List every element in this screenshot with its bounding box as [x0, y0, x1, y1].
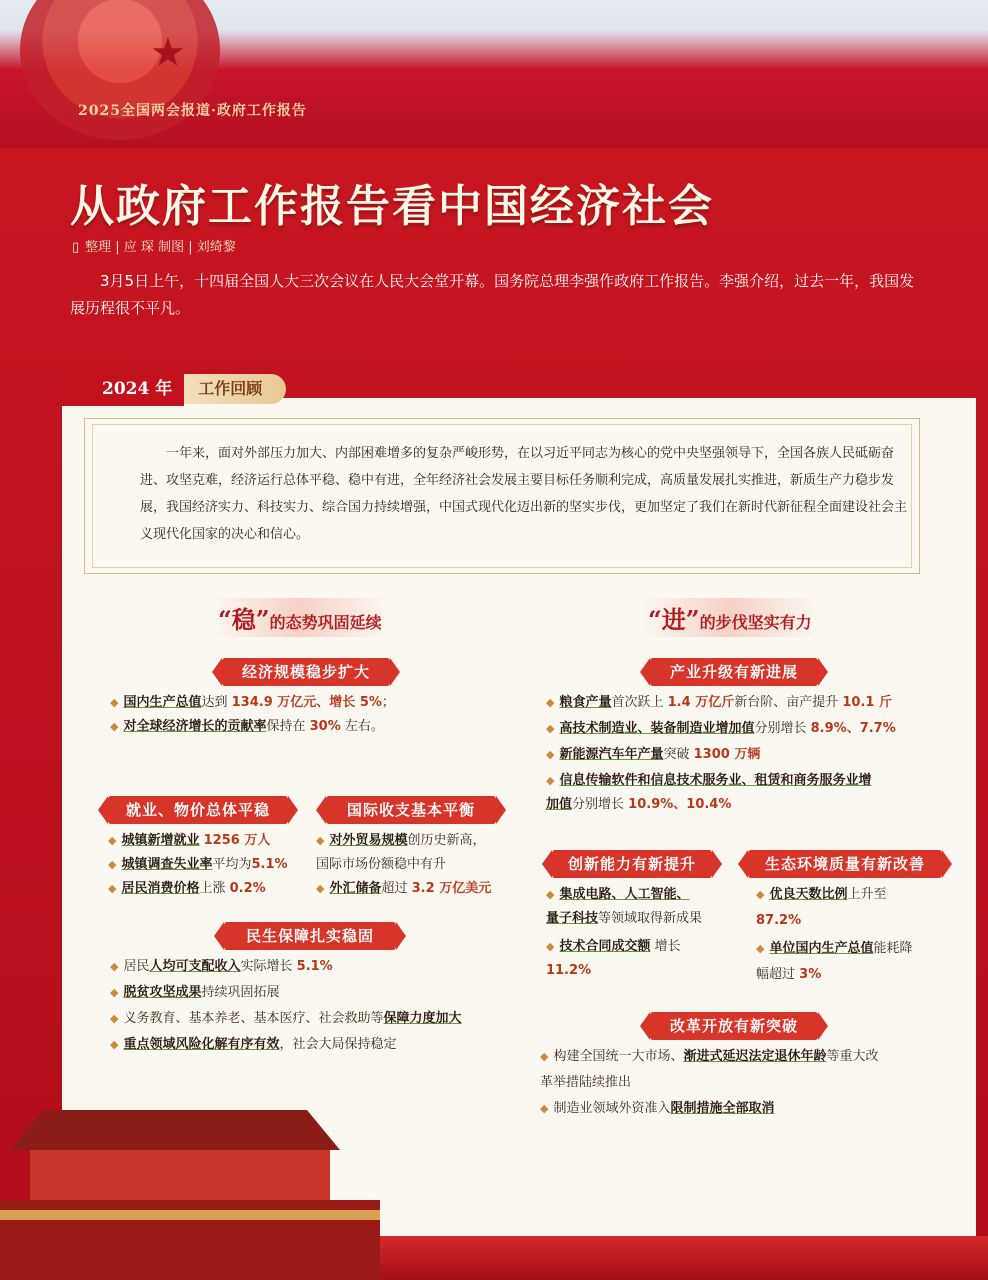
jobs-title: 就业、物价总体平稳 [108, 796, 288, 824]
stable-heading [210, 598, 390, 637]
reform-title: 改革开放有新突破 [650, 1012, 818, 1040]
list-item: ◆ 重点领域风险化解有序有效，社会大局保持稳定 [110, 1037, 397, 1052]
stable-quote: “稳” [218, 605, 270, 634]
section-year: 2024 年 [62, 372, 184, 406]
diamond-icon: ◆ [540, 1050, 549, 1063]
innovation-title: 创新能力有新提升 [552, 850, 712, 878]
diamond-icon: ◆ [316, 834, 325, 847]
list-item: 11.2% [546, 963, 592, 978]
list-item: 量子科技等领域取得新成果 [546, 911, 703, 926]
diamond-icon: ◆ [546, 722, 555, 735]
series-tag: 2025全国两会报道·政府工作报告 [78, 103, 307, 119]
list-item: ◆ 集成电路、人工智能、 [546, 887, 690, 902]
list-item: 加值分别增长 10.9%、10.4% [546, 797, 732, 812]
list-item: ◆ 城镇调查失业率平均为5.1% [108, 857, 288, 872]
diamond-icon: ◆ [108, 858, 117, 871]
list-item: ◆ 国内生产总值达到 134.9 万亿元、增长 5%； [110, 695, 395, 710]
diamond-icon: ◆ [108, 834, 117, 847]
list-item: 87.2% [756, 913, 802, 928]
byline [72, 236, 236, 255]
diamond-icon: ◆ [546, 888, 555, 901]
list-item: ◆ 居民人均可支配收入实际增长 5.1% [110, 959, 333, 974]
list-item: 革举措陆续推出 [540, 1075, 632, 1090]
list-item: ◆ 单位国内生产总值能耗降 [756, 941, 913, 956]
list-item: ◆ 构建全国统一大市场、渐进式延迟法定退休年龄等重大改 [540, 1049, 879, 1064]
diamond-icon: ◆ [108, 882, 117, 895]
gate-band [0, 1210, 380, 1220]
section-label: 工作回顾 [184, 374, 286, 404]
list-item: ◆ 粮食产量首次跃上 1.4 万亿斤新台阶、亩产提升 10.1 斤 [546, 695, 892, 710]
byline-text: 整理 | 应 琛 制图 | 刘绮黎 [85, 240, 236, 255]
diamond-icon: ◆ [110, 720, 119, 733]
diamond-icon: ◆ [546, 774, 555, 787]
list-item: 国际市场份额稳中有升 [316, 857, 447, 872]
document-icon: ▯ [72, 240, 80, 255]
summary-paragraph: 一年来，面对外部压力加大、内部困难增多的复杂严峻形势，在以习近平同志为核心的党中央坚强领导下，全国各族人民砥砺奋进、攻坚克难，经济运行总体平稳、稳中有进，全年经济社会发展主要目标任务顺利完成，高质量发展扎实推进，新质生产力稳步发展，我国经济实力、科技实力、综合国力持续增强，中国式现代化迈出新的坚实步伐，更加坚定了我们在新时代新征程全面建设社会主义现代化国家的决心和信心。 [140, 446, 908, 542]
list-item: ◆ 对全球经济增长的贡献率保持在 30% 左右。 [110, 719, 384, 734]
list-item: ◆ 居民消费价格上涨 0.2% [108, 881, 266, 896]
page-title: 从政府工作报告看中国经济社会 [70, 181, 714, 232]
diamond-icon: ◆ [110, 696, 119, 709]
intro-paragraph: 3月5日上午，十四届全国人大三次会议在人民大会堂开幕。国务院总理李强作政府工作报告。李强介绍，过去一年，我国发展历程很不平凡。 [70, 272, 915, 317]
section-tab [62, 372, 286, 406]
list-item: ◆ 制造业领域外资准入限制措施全部取消 [540, 1101, 775, 1116]
diamond-icon: ◆ [540, 1102, 549, 1115]
list-item: ◆ 脱贫攻坚成果持续巩固拓展 [110, 985, 280, 1000]
econ-title: 经济规模稳步扩大 [222, 658, 390, 686]
diamond-icon: ◆ [546, 940, 555, 953]
diamond-icon: ◆ [110, 1038, 119, 1051]
stable-heading-text: 的态势巩固延续 [269, 613, 382, 632]
list-item: ◆ 新能源汽车年产量突破 1300 万辆 [546, 747, 761, 762]
diamond-icon: ◆ [546, 696, 555, 709]
list-item: ◆ 外汇储备超过 3.2 万亿美元 [316, 881, 492, 896]
list-item: ◆ 技术合同成交额 增长 [546, 939, 681, 954]
list-item: ◆ 优良天数比例上升至 [756, 887, 887, 902]
progress-quote: “进” [648, 605, 700, 634]
list-item: ◆ 城镇新增就业 1256 万人 [108, 833, 271, 848]
diamond-icon: ◆ [316, 882, 325, 895]
tiananmen-illustration [0, 1080, 380, 1280]
industry-title: 产业升级有新进展 [650, 658, 818, 686]
livelihood-title: 民生保障扎实稳固 [224, 922, 396, 950]
list-item: ◆ 信息传输软件和信息技术服务业、租赁和商务服务业增 [546, 773, 872, 788]
list-item: ◆ 高技术制造业、装备制造业增加值分别增长 8.9%、7.7% [546, 721, 896, 736]
star-icon: ★ [150, 30, 186, 76]
list-item: ◆ 对外贸易规模创历史新高， [316, 833, 486, 848]
ecology-title: 生态环境质量有新改善 [748, 850, 942, 878]
top-banner [0, 0, 988, 150]
bottom-ribbon [380, 1236, 988, 1280]
progress-heading-text: 的步伐坚实有力 [699, 613, 812, 632]
gate-hall [30, 1150, 330, 1200]
diamond-icon: ◆ [110, 1012, 119, 1025]
balance-title: 国际收支基本平衡 [326, 796, 496, 824]
diamond-icon: ◆ [110, 986, 119, 999]
progress-heading [640, 598, 820, 637]
diamond-icon: ◆ [546, 748, 555, 761]
gate-roof-upper [10, 1110, 340, 1150]
list-item: ◆ 义务教育、基本养老、基本医疗、社会救助等保障力度加大 [110, 1011, 462, 1026]
diamond-icon: ◆ [756, 888, 765, 901]
diamond-icon: ◆ [110, 960, 119, 973]
list-item: 幅超过 3% [756, 967, 822, 982]
diamond-icon: ◆ [756, 942, 765, 955]
